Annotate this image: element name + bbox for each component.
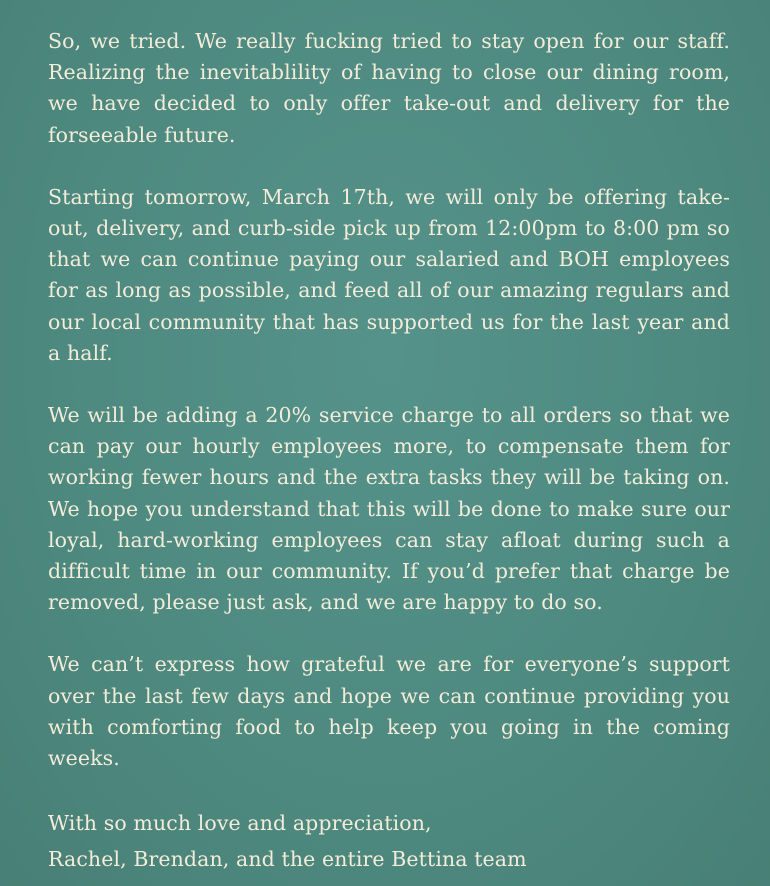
signature-line: Rachel, Brendan, and the entire Bettina team [48, 847, 527, 872]
paragraph-service-charge: We will be adding a 20% service charge to all orders so that we can pay our hourly employees more, to compensate them for working fewer hours and the extra tasks they will be taking on. We hope you understand that this will be done to make sure our loyal, hard-working employees can stay afloat during such a difficult time in our community. If you’d prefer that charge be removed, please just ask, and we are happy to do so. [48, 403, 730, 615]
closing-line: With so much love and appreciation, [48, 811, 432, 836]
paragraph-gratitude: We can’t express how grateful we are for everyone’s support over the last few days and hope we can continue providing you with comforting food to help keep you going in the coming weeks. [48, 652, 730, 771]
paragraph-hours: Starting tomorrow, March 17th, we will only be offering take-out, delivery, and curb-side pick up from 12:00pm to 8:00 pm so that we can continue paying our salaried and BOH employees for as long as possible, and feed all of our amazing regulars and our local community that has supported us for the last year and a half. [48, 184, 730, 365]
signoff [48, 805, 730, 877]
paragraph-intro: So, we tried. We really fucking tried to stay open for our staff. Realizing the inevitablility of having to close our dining room, we have decided to only offer take-out and delivery for the forseeable future. [48, 29, 730, 147]
